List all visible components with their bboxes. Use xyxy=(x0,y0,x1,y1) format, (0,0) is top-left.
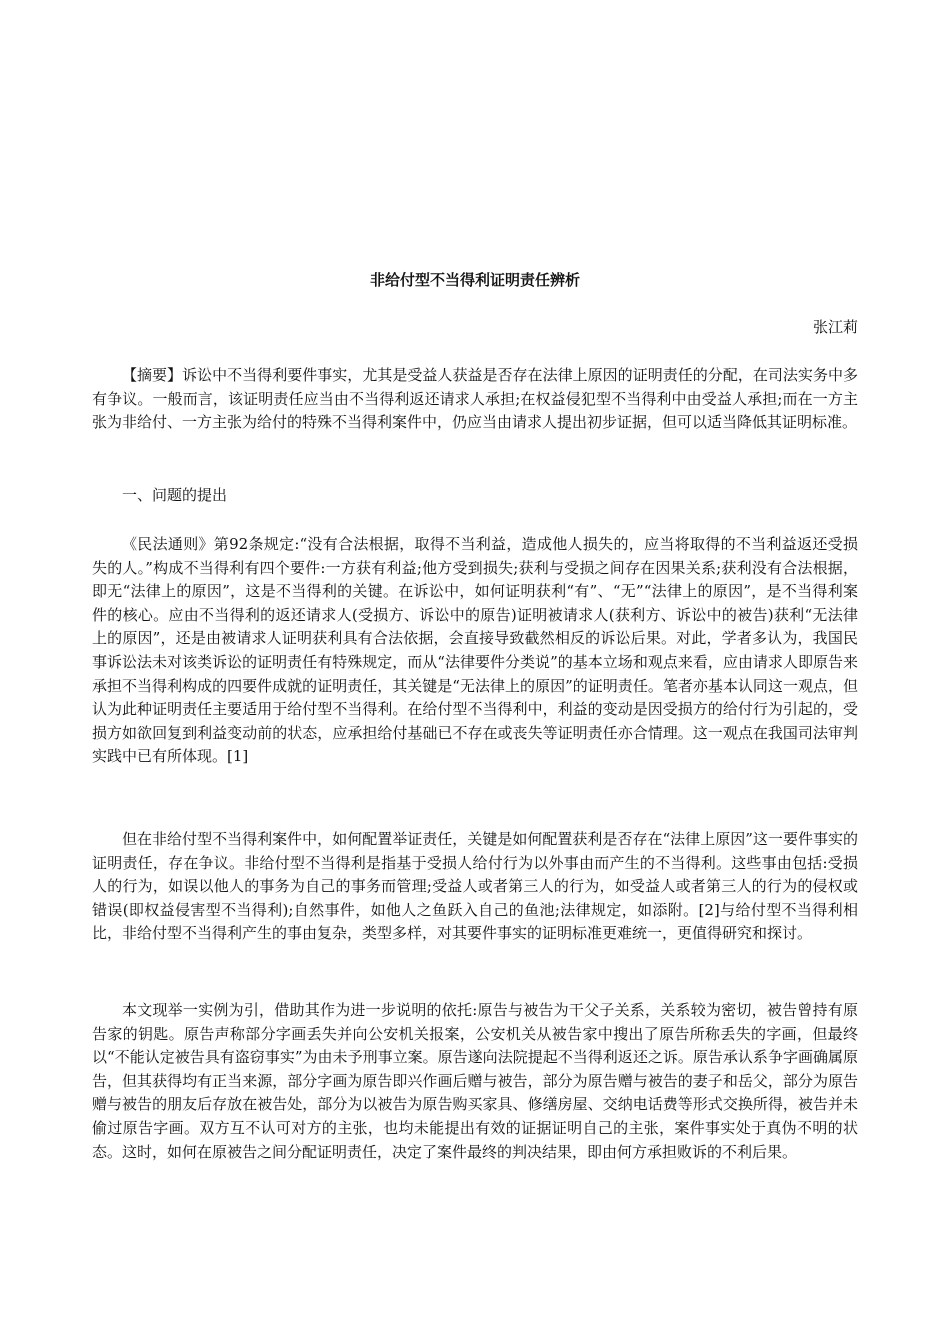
body-paragraph: 本文现举一实例为引，借助其作为进一步说明的依托:原告与被告为干父子关系，关系较为密切，被告曾持有原告家的钥匙。原告声称部分字画丢失并向公安机关报案，公安机关从被告家中搜出了原告所称丢失的字画，但最终以“不能认定被告具有盗窃事实”为由未予刑事立案。原告遂向法院提起不当得利返还之诉。原告承认系争字画确属原告，但其获得均有正当来源，部分字画为原告即兴作画后赠与被告，部分为原告赠与被告的妻子和岳父，部分为原告赠与被告的朋友后存放在被告处，部分为以被告为原告购买家具、修缮房屋、交纳电话费等形式交换所得，被告并未偷过原告字画。双方互不认可对方的主张，也均未能提出有效的证据证明自己的主张，案件事实处于真伪不明的状态。这时，如何在原被告之间分配证明责任，决定了案件最终的判决结果，即由何方承担败诉的不利后果。 xyxy=(92,1001,858,1161)
section-heading: 一、问题的提出 xyxy=(122,486,228,504)
body-paragraph: 但在非给付型不当得利案件中，如何配置举证责任，关键是如何配置获利是否存在“法律上原因”这一要件事实的证明责任，存在争议。非给付型不当得利是指基于受损人给付行为以外事由而产生的不当得利。这些事由包括:受损人的行为，如误以他人的事务为自己的事务而管理;受益人或者第三人的行为，如受益人或者第三人的行为的侵权或错误(即权益侵害型不当得利);自然事件，如他人之鱼跃入自己的鱼池;法律规定，如添附。[2]与给付型不当得利相比，非给付型不当得利产生的事由复杂，类型多样，对其要件事实的证明标准更难统一，更值得研究和探讨。 xyxy=(92,830,858,943)
document-title: 非给付型不当得利证明责任辨析 xyxy=(369,271,580,289)
abstract-paragraph: 【摘要】诉讼中不当得利要件事实，尤其是受益人获益是否存在法律上原因的证明责任的分配，在司法实务中多有争议。一般而言，该证明责任应当由不当得利返还请求人承担;在权益侵犯型不当得利中由受益人承担;而在一方主张为非给付、一方主张为给付的特殊不当得利案件中，仍应当由请求人提出初步证据，但可以适当降低其证明标准。 xyxy=(92,366,858,432)
body-paragraph: 《民法通则》第92条规定:“没有合法根据，取得不当利益，造成他人损失的，应当将取得的不当利益返还受损失的人。”构成不当得利有四个要件:一方获有利益;他方受到损失;获利与受损之间存在因果关系;获利没有合法根据，即无“法律上的原因”，这是不当得利的关键。在诉讼中，如何证明获利“有”、“无”“法律上的原因”，是不当得利案件的核心。应由不当得利的返还请求人(受损方、诉讼中的原告)证明被请求人(获利方、诉讼中的被告)获利“无法律上的原因”，还是由被请求人证明获利具有合法依据，会直接导致截然相反的诉讼后果。对此，学者多认为，我国民事诉讼法未对该类诉讼的证明责任有特殊规定，而从“法律要件分类说”的基本立场和观点来看，应由请求人即原告来承担不当得利构成的四要件成就的证明责任，其关键是“无法律上的原因”的证明责任。笔者亦基本认同这一观点，但认为此种证明责任主要适用于给付型不当得利。在给付型不当得利中，利益的变动是因受损方的给付行为引起的，受损方如欲回复到利益变动前的状态，应承担给付基础已不存在或丧失等证明责任亦合情理。这一观点在我国司法审判实践中已有所体现。[1] xyxy=(92,535,858,766)
author-name: 张江莉 xyxy=(812,318,858,336)
